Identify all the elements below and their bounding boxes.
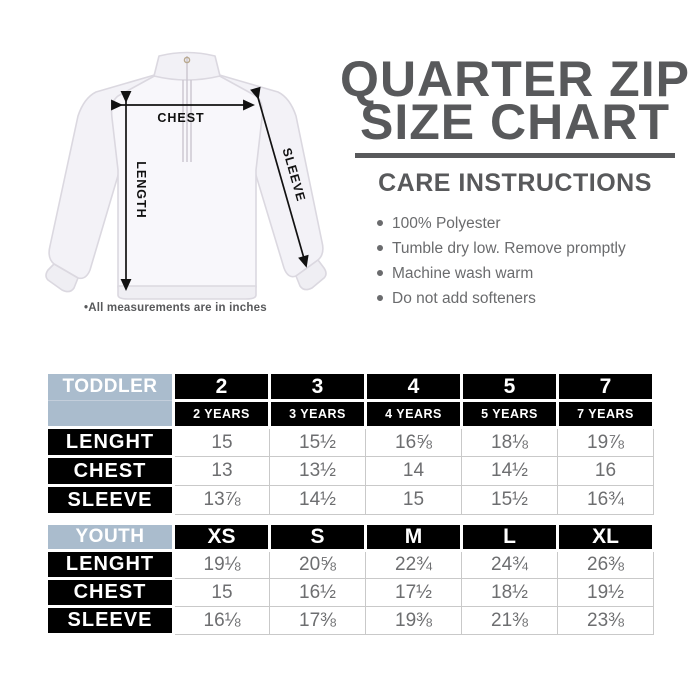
measure-value-cell: 14½ (462, 457, 558, 486)
table-row (47, 551, 654, 579)
measure-label-cell: SLEEVE (47, 486, 174, 515)
sleeve-label: SLEEVE (279, 146, 309, 204)
quarter-zip-illustration (34, 50, 339, 305)
title-underline-bar (355, 153, 675, 158)
jacket-outline (46, 53, 326, 300)
measure-value-cell: 13½ (270, 457, 366, 486)
measure-value-cell: 13 (174, 457, 270, 486)
garment-diagram (34, 50, 339, 305)
measure-value-cell: 19⅞ (558, 428, 654, 457)
measure-value-cell: 18½ (462, 579, 558, 607)
measure-value-cell: 19½ (558, 579, 654, 607)
care-instructions-heading: CARE INSTRUCTIONS (378, 169, 652, 197)
measure-value-cell: 18⅛ (462, 428, 558, 457)
size-header-cell: S (270, 524, 366, 551)
measure-label-cell: LENGHT (47, 428, 174, 457)
care-list-item: Machine wash warm (377, 265, 693, 283)
measure-label-cell: CHEST (47, 457, 174, 486)
measure-label-cell: SLEEVE (47, 607, 174, 635)
care-list-item: Tumble dry low. Remove promptly (377, 240, 693, 258)
measure-value-cell: 23⅜ (558, 607, 654, 635)
size-header-cell: 7 (558, 373, 654, 401)
measurements-footnote: •All measurements are in inches (84, 302, 267, 314)
measure-value-cell: 13⅞ (174, 486, 270, 515)
page-title-line2: SIZE CHART (360, 94, 670, 150)
measure-label-cell: LENGHT (47, 551, 174, 579)
measure-value-cell: 16½ (270, 579, 366, 607)
care-list-item: 100% Polyester (377, 215, 693, 233)
measure-value-cell: 26⅜ (558, 551, 654, 579)
table-row (47, 457, 654, 486)
age-subheader-cell: 3 YEARS (270, 401, 366, 428)
measure-value-cell: 16 (558, 457, 654, 486)
header-column (337, 51, 693, 315)
size-header-cell: L (462, 524, 558, 551)
size-header-cell: XL (558, 524, 654, 551)
group-header-cell: TODDLER (47, 373, 174, 401)
measure-value-cell: 16¾ (558, 486, 654, 515)
measure-value-cell: 19⅛ (174, 551, 270, 579)
age-subheader-cell: 4 YEARS (366, 401, 462, 428)
measure-value-cell: 15 (366, 486, 462, 515)
measure-value-cell: 15½ (270, 428, 366, 457)
size-header-cell: XS (174, 524, 270, 551)
measure-value-cell: 20⅝ (270, 551, 366, 579)
table-row (47, 486, 654, 515)
age-subheader-cell: 2 YEARS (174, 401, 270, 428)
page-title (337, 51, 693, 150)
size-header-cell: 4 (366, 373, 462, 401)
table-row (47, 607, 654, 635)
care-instructions-list (337, 215, 693, 308)
measure-label-cell: CHEST (47, 579, 174, 607)
measure-value-cell: 15 (174, 579, 270, 607)
size-header-cell: 5 (462, 373, 558, 401)
page-title-line1: QUARTER ZIP (340, 51, 690, 107)
youth-table (45, 522, 655, 636)
table-row (47, 579, 654, 607)
age-subheader-cell: 5 YEARS (462, 401, 558, 428)
measure-value-cell: 14½ (270, 486, 366, 515)
size-header-cell: 2 (174, 373, 270, 401)
measure-value-cell: 22¾ (366, 551, 462, 579)
length-label: LENGTH (134, 161, 148, 219)
group-header-cell: YOUTH (47, 524, 174, 551)
toddler-table (45, 371, 655, 516)
measure-value-cell: 17½ (366, 579, 462, 607)
measure-value-cell: 14 (366, 457, 462, 486)
measure-value-cell: 24¾ (462, 551, 558, 579)
table-row (47, 428, 654, 457)
measure-value-cell: 15½ (462, 486, 558, 515)
measure-value-cell: 15 (174, 428, 270, 457)
age-subheader-cell: 7 YEARS (558, 401, 654, 428)
measure-value-cell: 19⅜ (366, 607, 462, 635)
measure-value-cell: 16⅝ (366, 428, 462, 457)
measure-value-cell: 21⅜ (462, 607, 558, 635)
care-list-item: Do not add softeners (377, 290, 693, 308)
measure-value-cell: 17⅜ (270, 607, 366, 635)
group-header-spacer-cell (47, 401, 174, 428)
chest-label: CHEST (157, 111, 205, 125)
size-header-cell: 3 (270, 373, 366, 401)
measure-value-cell: 16⅛ (174, 607, 270, 635)
size-header-cell: M (366, 524, 462, 551)
